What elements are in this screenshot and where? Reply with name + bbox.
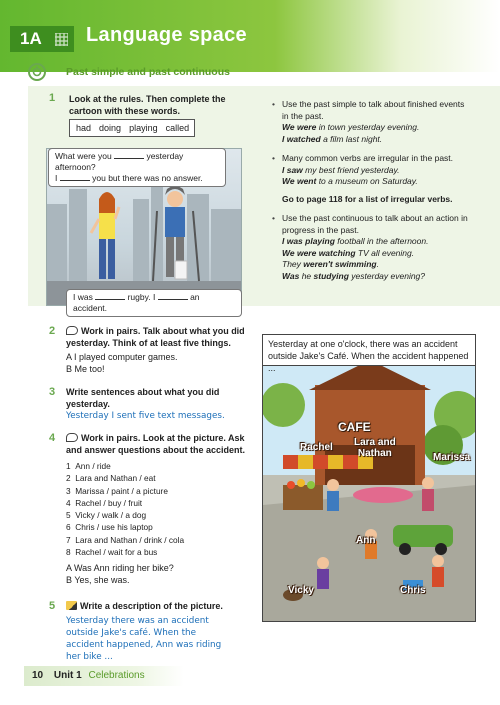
- exercise-4-number: 4: [49, 432, 56, 444]
- label-lara-and-nathan: Lara and Nathan: [354, 437, 396, 459]
- exercise-5: Write a description of the picture. Yesterday there was an accident outside Jake's café. When the accident happened, Ann was riding her bike ...: [66, 600, 262, 663]
- exercise-4-example-b: B Yes, she was.: [66, 575, 130, 586]
- unit-label: Unit 1: [53, 670, 82, 681]
- unit-topic: Celebrations: [88, 670, 145, 681]
- word-doing: doing: [99, 123, 122, 133]
- list-item: 5 Vicky / walk / a dog: [66, 510, 147, 521]
- word-called: called: [165, 123, 190, 133]
- list-item: 4 Rachel / buy / fruit: [66, 497, 143, 508]
- exercise-2-example-a: A I played computer games.: [66, 352, 178, 362]
- speech-bubble-boy: I was rugby. I an accident.: [66, 289, 242, 317]
- list-item: 7 Lara and Nathan / drink / cola: [66, 534, 185, 545]
- label-marissa: Marissa: [433, 452, 471, 463]
- lesson-code: 1A: [10, 26, 74, 52]
- label-chris: Chris: [400, 585, 426, 596]
- page-number: 10: [32, 670, 44, 681]
- exercise-5-example: Yesterday there was an accident outside Jake's café. When the accident happened, Ann was riding her bike ...: [66, 616, 222, 662]
- page-header: [0, 0, 500, 72]
- accident-scene-illustration: [262, 334, 476, 622]
- list-item: 6 Chris / use his laptop: [66, 522, 153, 533]
- rule-past-continuous: • Use the past continuous to talk about an action in progress in the past. I was playing football in the afternoon. We were watching TV all evening. They weren't swimming. Was he studying yesterday evening?: [272, 213, 492, 282]
- irregular-verbs-link[interactable]: Go to page 118 for a list of irregular verbs.: [282, 193, 453, 204]
- picture-caption: Yesterday at one o'clock, there was an accident outside Jake's Café. When the accident happened ...: [262, 334, 476, 366]
- girl-figure: [91, 192, 119, 279]
- exercise-1-number: 1: [49, 92, 56, 104]
- exercise-2-number: 2: [49, 325, 56, 337]
- rule-past-simple: • Use the past simple to talk about finished events in the past. We were in town yesterday evening. I watched a film last night.: [272, 99, 492, 145]
- exercise-2: Work in pairs. Talk about what you did yesterday. Think of at least five things. A I played computer games. B Me too!: [66, 325, 256, 375]
- exercise-4-list: [66, 460, 256, 558]
- exercise-1-instruction: Look at the rules. Then complete the cartoon with these words.: [69, 94, 226, 116]
- grammar-icon: [28, 63, 46, 81]
- cafe-street-illustration: [263, 335, 476, 622]
- exercise-4-example-a: A Was Ann riding her bike?: [66, 563, 174, 574]
- exercise-3: Write sentences about what you did yesterday. Yesterday I sent five text messages.: [66, 386, 256, 422]
- grammar-rules: [272, 99, 492, 290]
- word-had: had: [76, 123, 92, 133]
- word-box: [69, 119, 195, 137]
- list-item: 2 Lara and Nathan / eat: [66, 473, 156, 484]
- list-item: 3 Marissa / paint / a picture: [66, 485, 168, 496]
- list-item: 8 Rachel / wait for a bus: [66, 547, 158, 558]
- exercise-5-number: 5: [49, 600, 56, 612]
- rule-irregular-verbs: • Many common verbs are irregular in the past. I saw my best friend yesterday. We went to a museum on Saturday.: [272, 153, 492, 188]
- cafe-sign: CAFE: [338, 420, 371, 434]
- pair-work-icon: [66, 433, 78, 442]
- exercise-4: Work in pairs. Look at the picture. Ask and answer questions about the accident. 1 Ann / ride 2 Lara and Nathan / eat 3 Marissa / paint / a picture 4 Rachel / buy / fruit 5 Vicky / walk / a dog 6 Chris / use his laptop 7 Lara and Nathan / drink / cola 8 Rachel / wait for a bus A Was Ann riding her bike? B Yes, she was.: [66, 432, 256, 586]
- exercise-3-example: Yesterday I sent five text messages.: [66, 411, 225, 421]
- pair-work-icon: [66, 326, 78, 335]
- grid-icon: [55, 33, 68, 46]
- speech-bubble-girl: What were you yesterday afternoon? I you but there was no answer.: [48, 148, 226, 187]
- section-title: Past simple and past continuous: [66, 66, 230, 78]
- pencil-icon: [66, 601, 77, 610]
- word-playing: playing: [129, 123, 158, 133]
- exercise-2-example-b: B Me too!: [66, 364, 105, 374]
- list-item: 1 Ann / ride: [66, 461, 111, 471]
- exercise-3-number: 3: [49, 386, 56, 398]
- label-ann: Ann: [356, 535, 376, 546]
- label-vicky: Vicky: [288, 585, 314, 596]
- page-title: Language space: [86, 24, 247, 46]
- label-rachel: Rachel: [300, 442, 333, 453]
- page-footer: [24, 666, 184, 686]
